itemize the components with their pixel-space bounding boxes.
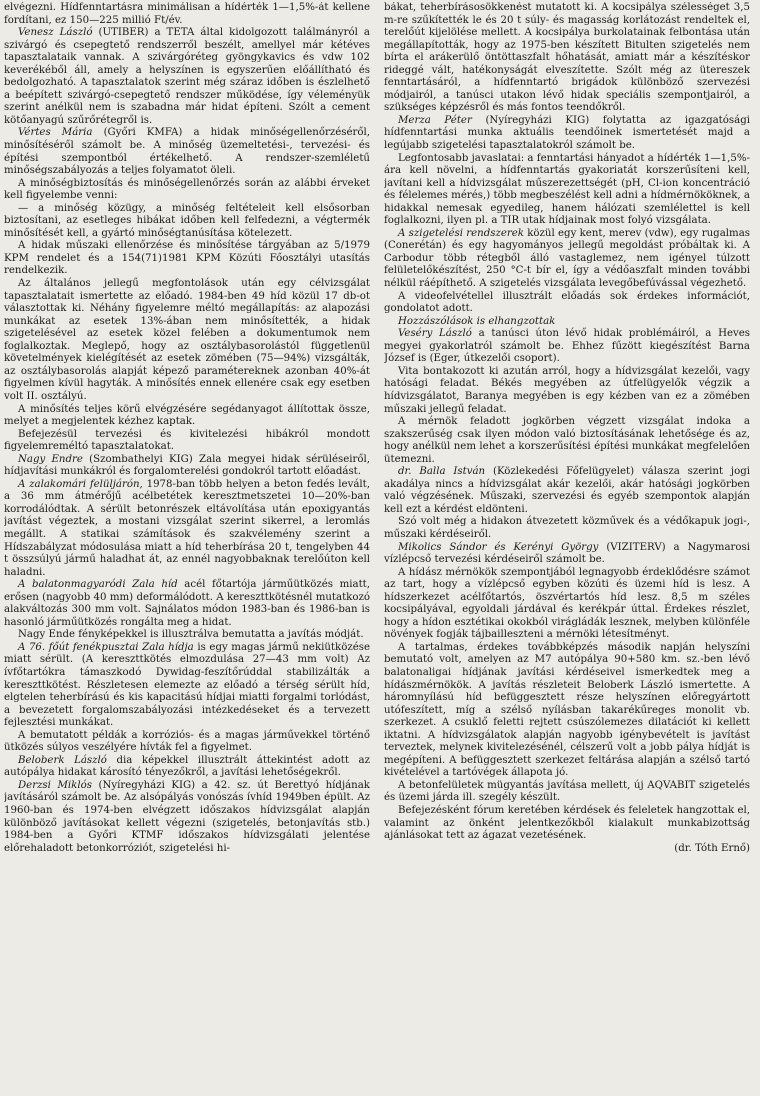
speaker-name: A balatonmagyaródi Zala híd bbox=[18, 579, 178, 591]
paragraph-text: (Nyíregyházi KIG) a 42. sz. út Berettyó hídjának javításáról számolt be. Az alsópályás vonószás ívhíd 1949ben épült. Az 1960-ban és 1974-ben elvégzett időszakos hídvizsgálat alapján különböző javításokat kellett végezni (szigetelés, betonjavítás stb.) 1984-ben a Győri KTMF időszakos hídvizsgálati jelentése előrehaladott betonkorróziót, szigetelési hi- bbox=[4, 779, 370, 854]
paragraph bbox=[4, 2, 370, 27]
paragraph-text: elvégezni. Hídfenntartásra minimálisan a hídérték 1—1,5%-át kellene fordítani, ez 150—225 millió Ft/év. bbox=[4, 2, 370, 26]
speaker-name: Mikolics Sándor és Kerényi György bbox=[398, 541, 599, 553]
paragraph-text: Legfontosabb javaslatai: a fenntartási hányadot a hídérték 1—1,5%-ára kell növelni, a hídfenntartás gyakoriatát korszerűsíteni kell, javítani kell a hídvizsgálat műszerezettségét (pH, Cl-ion koncentráció és félelemes mérés,) több megbeszélést kell adni a hídmérnököknek, a hidakkal nemesak egyedileg, hanem hálózati szemlélettel is kell foglalkozni, ilyen pl. a TIR utak hídjainak most folyó vizsgálata. bbox=[384, 152, 750, 227]
speaker-name: Venesz László bbox=[18, 27, 93, 39]
paragraph bbox=[384, 2, 750, 115]
paragraph-text: dia képekkel illusztrált áttekintést adott az autópálya hidakat károsító tényezőkről, a javítási lehetőségekről. bbox=[4, 754, 370, 779]
paragraph bbox=[384, 115, 750, 153]
paragraph-text: A bemutatott példák a korróziós- és a magas járművekkel történő ütközés súlyos veszélyére hívták fel a figyelmet. bbox=[4, 729, 370, 754]
paragraph-text: Szó volt még a hidakon átvezetett közművek és a védőkapuk jogi-, műszaki kérdéseiről. bbox=[384, 516, 750, 540]
paragraph bbox=[4, 454, 370, 479]
paragraph bbox=[4, 278, 370, 403]
paragraph bbox=[384, 416, 750, 466]
paragraph bbox=[384, 291, 750, 316]
paragraph bbox=[384, 228, 750, 291]
author-signature: (dr. Tóth Ernő) bbox=[674, 842, 750, 854]
paragraph bbox=[4, 404, 370, 429]
paragraph-text: a tanúsci úton lévő hidak problémáiról, a Heves megyei gyakorlatról számolt be. Ehhez fűzött kiegészítést Barna József is (Eger, útkezelői csoport). bbox=[384, 328, 750, 365]
paragraph-text: bákat, teherbírásosökkenést mutatott ki. A kocsipálya szélességet 3,5 m-re szűkítették le és 20 t súly- és magasság korlátozást rendeltek el, terelőút kijelölése mellett. A kocsipálya burkolatainak felbontása után megállapították, hogy az 1975-ben készített Bitulten szigetelés nem bírta el arákerülő öntöttaszfalt hőhatását, amiatt már a készítéskor rideggé vált, hatékonyságát elveszítette. Szólt még az ütereszek fenntartásáról, a hídfenntartó brigádok különböző szervezési módjairól, a tanúsci utakon lévő hidak speciális szempontjairól, a szükséges képzésről és más fontos teendőkről. bbox=[384, 2, 750, 114]
paragraph bbox=[384, 780, 750, 805]
paragraph bbox=[4, 629, 370, 642]
paragraph-text: 1978-ban több helyen a beton fedés levált, a 36 mm átmérőjű acélbetétek keresztmetszetei 10—20%-ban korrodálódtak. A sérült betonrészek eltávolítása után epoxigyantás javítást végeztek, a mostani vizsgálat szerint sikerrel, a leromlás megállt. A statikai számítások és szakvélemény szerint a Hídszabályzat módosulása miatt a híd teherbírása 20 t, tengelyben 44 t összsúlyú jármű haladhat át, az ennél nagyobbaknak terelőúton kell haladni. bbox=[4, 478, 370, 578]
paragraph-text: (Győri KMFA) a hidak minőségellenőrzéséről, minősítéséről számolt be. A minőség üzemeltetési-, tervezési- és építési szempontból értékelhető. A rendszer-szemléletű minőségszabályozás a teljes folyamatot öleli. bbox=[4, 127, 370, 177]
speaker-name: Nagy Endre bbox=[18, 453, 83, 465]
paragraph-text: A minősítés teljes körű elvégzésére segédanyagot állítottak össze, melyet a megjelentek kézhez kaptak. bbox=[4, 403, 370, 428]
paragraph bbox=[4, 730, 370, 755]
paragraph bbox=[4, 579, 370, 629]
paragraph-text: Az általános jellegű megfontolások után egy célvizsgálat tapasztalatait ismertette az előadó. 1984-ben 49 híd közül 17 db-ot választottak ki. Néhány figyelemre méltó megállapítás: az alapozási munkákat az esetek 13%-ában nem minősítették, a hidak szigetelésével az esetek közel felében a dokumentumok nem foglalkoztak. Meglepő, hogy az osztálybasorolástól függetlenül követelmények kielégítését az esetek zömében (75—94%) vizsgálták, az osztálybasorolás alapját képező paramétereknek azonban 40%-át figyelmen kívül hagyták. A minősítés ennek ellenére csak egy esetben volt II. osztályú. bbox=[4, 278, 370, 402]
paragraph bbox=[4, 755, 370, 780]
paragraph-text: (Nyíregyházi KIG) folytatta az igazgatósági hídfenntartási munka aktuális teendőinek ismertetését majd a legújabb szigetelési tapasztalatokról számolt be. bbox=[384, 114, 750, 152]
speaker-name: dr. Balla István bbox=[398, 466, 486, 478]
speaker-name: Veséry László bbox=[398, 328, 472, 340]
paragraph-text: (VIZITERV) a Nagymarosi vízlépcső tervezési kérdéseiről számolt be. bbox=[384, 541, 750, 566]
paragraph-text: Hozzászólások is elhangzottak bbox=[398, 315, 556, 327]
paragraph-text: (UTIBER) a TETA által kidolgozott találmányról a szivárgó és csepegtető rendszerről beszélt, amellyel már kétéves tapasztalataik vannak. A szivárgóréteg gyöngykavics és vdw 102 keverékéből áll, amely a helyszínen is egyszerűen előállítható és bedolgozható. A tapasztalatok szerint még száraz időben is észlelhető a beépített szivárgó-csepegtető rendszer működése, így véleményük szerint anélkül nem is szabadna már hidat építeni. Szólt a cement kötőanyagú szűrőrétegről is. bbox=[4, 27, 370, 126]
speaker-name: A szigetelési rendszerek bbox=[398, 227, 524, 239]
paragraph-text: A minőségbiztosítás és minőségellenőrzés során az alábbi érveket kell figyelembe venni: bbox=[4, 177, 370, 202]
right-column bbox=[384, 2, 750, 1096]
paragraph-text: A hídász mérnökök szempontjából legnagyobb érdeklődésre számot az tart, hogy a vízlépcső egyben közúti és üzemi híd is lesz. A hídszerkezet acélfőtartós, öszvértartós híd lesz. 8,5 m széles kocsipályával, egyoldali járdával és kerékpár úttal. Érdekes részlet, hogy a hídon esztétikai okokból virágládák lesznek, melyben különféle növények fogják tájbailleszteni a mérnöki létesítményt. bbox=[384, 566, 750, 641]
paragraph-text: Nagy Ende fényképekkel is illusztrálva bemutatta a javítás módját. bbox=[18, 629, 364, 641]
speaker-name: A 76. főút fenékpusztai Zala hídja bbox=[18, 641, 194, 653]
paragraph bbox=[4, 240, 370, 278]
paragraph bbox=[384, 805, 750, 855]
paragraph bbox=[384, 153, 750, 228]
paragraph-text: acél főtartója járműütközés miatt, erősen (nagyobb 40 mm) deformálódott. A kereszttkötésnél mutatkozó alakváltozás 300 mm volt. Sajnálatos módon 1983-ban és 1986-ban is hasonló járműütközés rongálta meg a hidat. bbox=[4, 579, 370, 628]
paragraph bbox=[4, 27, 370, 127]
paragraph-text: A tartalmas, érdekes továbbképzés második napján helyszíni bemutató volt, amelyen az M7 autópálya 90+580 km. sz.-ben lévő balatonaligai hídjának javítási kérdéseivel ismerkedtek meg a hídászmérnökök. A javítás részleteit Beloberk László ismertette. A háromnyílású híd befüggesztett része helyszínen előregyártott utófeszített, míg a szélső nyílásban takarékűreges monolit vb. szerkezet. A csuklő feletti rejtett csúszólemezes dilatációt ki kellett iktatni. A hídvizsgálatok alapján nagyobb igénybevételt is javítást terveztek, melynek kivitelezésénél, célszerű volt a jobb pálya hídját is megépíteni. A befüggesztett szerkezet feltárása alapján a szélső tartó kivételével a tartóvégek állapota jó. bbox=[384, 641, 750, 779]
speaker-name: Derzsi Miklós bbox=[18, 779, 92, 791]
paragraph bbox=[384, 366, 750, 416]
paragraph bbox=[384, 328, 750, 366]
speaker-name: Vértes Mária bbox=[18, 127, 93, 139]
paragraph-text: A mérnök feladott jogkörben végzett vizsgálat indoka a szakszerűség csak ilyen módon való biztosításának lehetősége és az, hogy anélkül nem lehet a korszerűsítési építési munkákat megfelelően ütemezni. bbox=[384, 416, 750, 465]
paragraph-text: Vita bontakozott ki azután arról, hogy a hídvizsgálat kezelői, vagy hatósági feladat. Békés megyében az útfelügyelők végzik a hídvizsgálatot, Baranya megyében is egy kézben van ez a zömében műszaki jellegű feladat. bbox=[384, 365, 750, 415]
paragraph bbox=[384, 466, 750, 516]
paragraph bbox=[384, 516, 750, 541]
paragraph bbox=[4, 203, 370, 241]
paragraph-text: (Szombathelyi KIG) Zala megyei hidak sérüléseiről, hídjavítási munkákról és forgalomterelési gondokról tartott előadást. bbox=[4, 453, 370, 478]
paragraph bbox=[384, 542, 750, 567]
paragraph-text: A hidak műszaki ellenőrzése és minősítése tárgyában az 5/1979 KPM rendelet és a 154(71)1981 KPM Közúti Főosztályi utasítás rendelkezik. bbox=[4, 240, 370, 277]
paragraph-text: A videofelvétellel illusztrált előadás sok érdekes információt, gondolatot adott. bbox=[384, 290, 750, 315]
paragraph bbox=[4, 780, 370, 855]
speaker-name: Beloberk László bbox=[18, 754, 107, 766]
paragraph-text: A betonfelületek mügyantás javítása mellett, új AQVABIT szigetelés és üzemi járda ill. szegély készült. bbox=[384, 779, 750, 804]
speaker-name: A zalakomári felüljárón, bbox=[18, 478, 143, 490]
paragraph bbox=[384, 316, 750, 329]
paragraph-text: Befejezésként fórum keretében kérdések és feleletek hangzottak el, valamint az önként jelentkezőkből kialakult munkabizottság ajánlásokat tett az ágazat vezetésének. bbox=[384, 805, 750, 842]
paragraph bbox=[4, 429, 370, 454]
paragraph bbox=[4, 642, 370, 730]
paragraph-text: — a minőség közügy, a minőség feltételeit kell elsősorban biztosítani, az esetleges hibákat időben kell felfedezni, a végtermék minősítését kell, a gyártó minőségtanúsítása kötelezett. bbox=[4, 202, 370, 239]
paragraph-text: közül egy kent, merev (vdw), egy rugalmas (Conerétán) és egy hagyományos jellegű megoldást próbáltak ki. A Carbodur több rétegből álló vastaglemez, nem igényel túlzott felületelőkészítést, 250 °C-t bír el, így a védőaszfalt minden további nélkül ráépíthető. A szigetelés vizsgálata levegőbefúvással végezhető. bbox=[384, 227, 750, 290]
paragraph-text: Befejezésül tervezési és kivitelezési hibákról mondott figyelemreméltó tapasztalatokat. bbox=[4, 428, 370, 453]
paragraph bbox=[4, 127, 370, 177]
speaker-name: Merza Péter bbox=[398, 114, 472, 126]
paragraph bbox=[384, 642, 750, 780]
left-column bbox=[4, 2, 370, 1096]
paragraph bbox=[4, 479, 370, 579]
paragraph-text: is egy magas jármű nekiütközése miatt sérült. (A kereszttkötés elmozdulása 27—43 mm volt) Az ívfőtartókra támaszkodó Dywidag-feszítőrúddal stabilizálták a kereszttkötést. Részletesen elemezte az előadó a térség sérült híd, elgtelen teherbírású és kis kapacitású hídjai miatti forgalmi torlódást, a bevezetett forgalomszabályozási intézkedéseket és a tervezett fejlesztési munkákat. bbox=[4, 641, 370, 729]
paragraph bbox=[4, 178, 370, 203]
paragraph-text: (Közlekedési Főfelügyelet) válasza szerint jogi akadálya nincs a hídvizsgálat akár kezelői, akár hatósági jogkörben való végzésének. Műszaki, szervezési és egyéb szempontok alapján kell ezt a kérdést eldönteni. bbox=[384, 466, 750, 515]
paragraph bbox=[384, 567, 750, 642]
